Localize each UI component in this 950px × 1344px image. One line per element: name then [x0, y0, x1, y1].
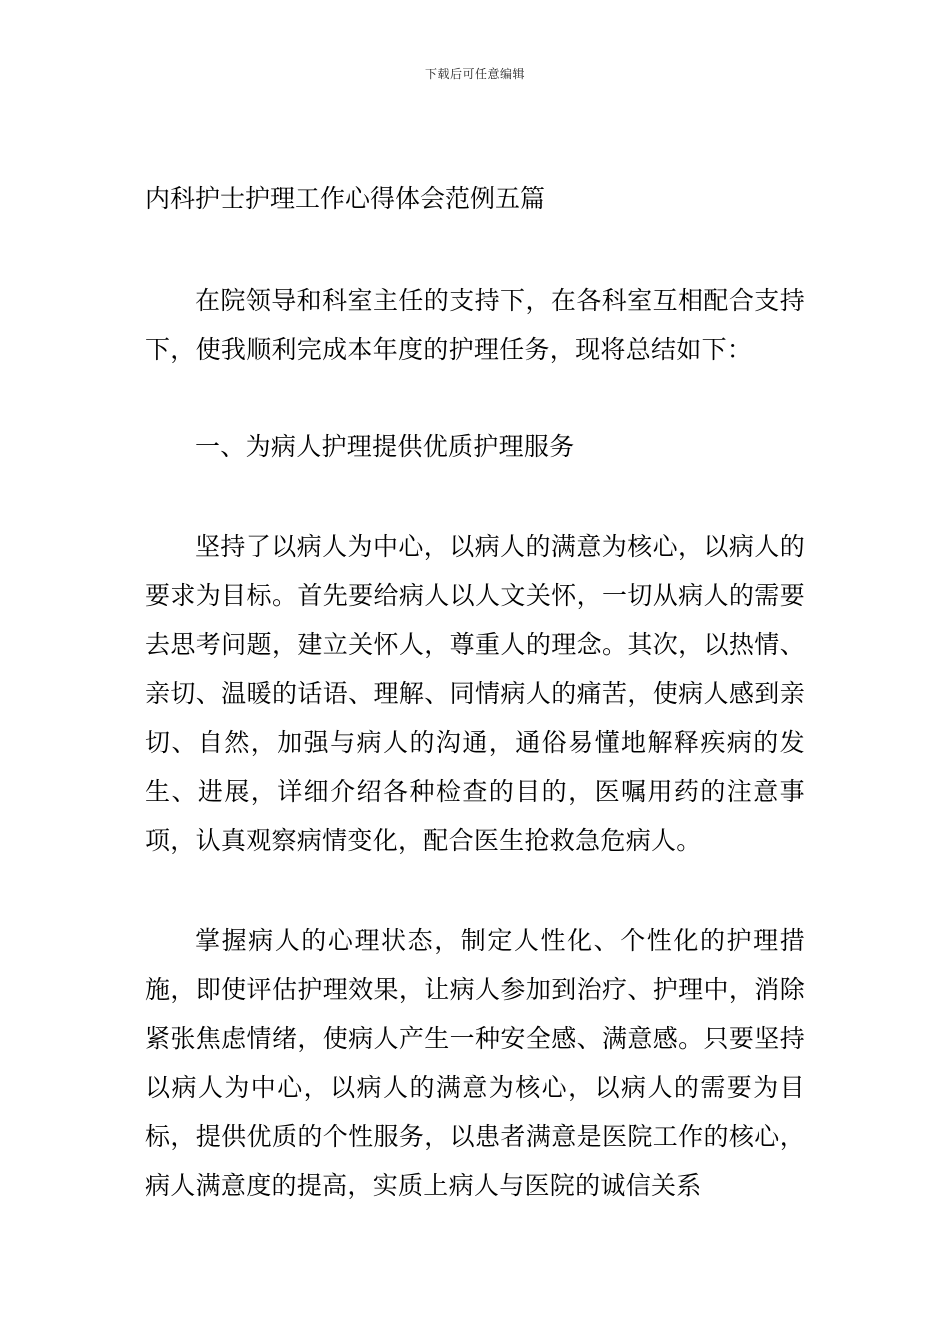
section-heading-1: 一、为病人护理提供优质护理服务 [195, 432, 575, 461]
document-title: 内科护士护理工作心得体会范例五篇 [145, 184, 546, 213]
paragraph-patient-centered: 坚持了以病人为中心，以病人的满意为核心，以病人的要求为目标。首先要给病人以人文关怀，一切从病人的需要去思考问题，建立关怀人，尊重人的理念。其次，以热情、亲切、温暖的话语、理解、同情病人的痛苦，使病人感到亲切、自然，加强与病人的沟通，通俗易懂地解释疾病的发生、进展，详细介绍各种检查的目的，医嘱用药的注意事项，认真观察病情变化，配合医生抢救急危病人。 [145, 532, 805, 855]
header-note: 下载后可任意编辑 [424, 67, 525, 81]
paragraph-intro: 在院领导和科室主任的支持下，在各科室互相配合支持下，使我顺利完成本年度的护理任务，现将总结如下： [145, 286, 805, 364]
paragraph-psychological-state: 掌握病人的心理状态，制定人性化、个性化的护理措施，即使评估护理效果，让病人参加到治疗、护理中，消除紧张焦虑情绪，使病人产生一种安全感、满意感。只要坚持以病人为中心，以病人的满意为核心，以病人的需要为目标，提供优质的个性服务，以患者满意是医院工作的核心，病人满意度的提高，实质上病人与医院的诚信关系 [145, 926, 805, 1200]
